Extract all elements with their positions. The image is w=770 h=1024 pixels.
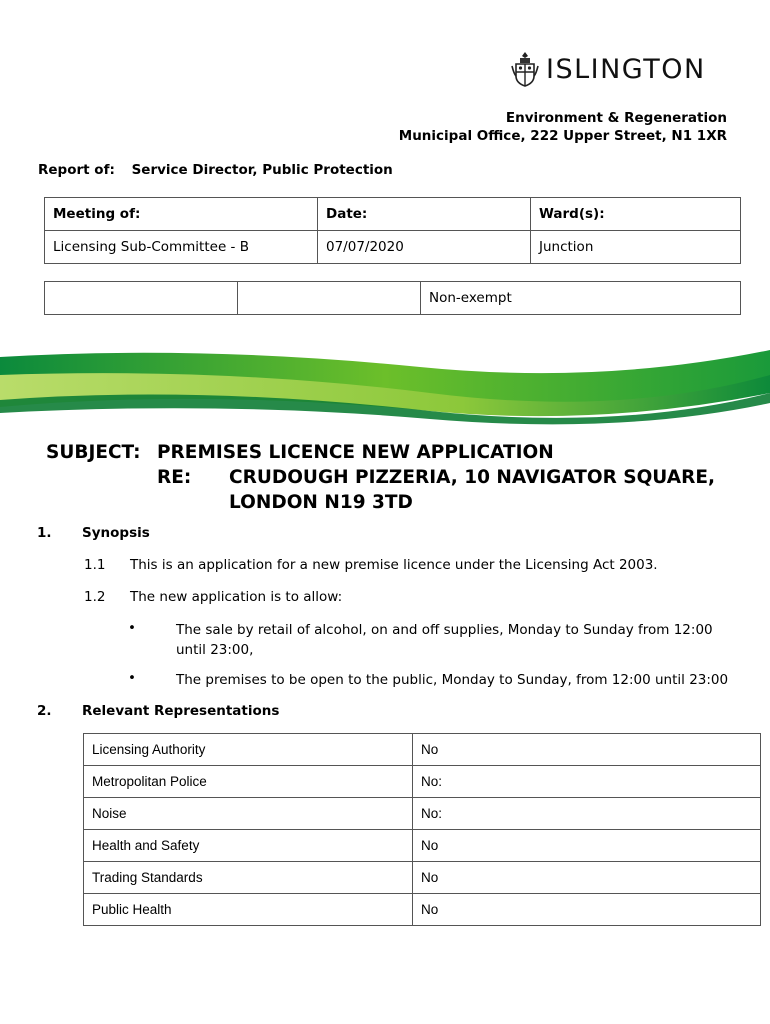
re-line-1: CRUDOUGH PIZZERIA, 10 NAVIGATOR SQUARE,: [229, 467, 715, 488]
coat-of-arms-icon: [510, 50, 540, 88]
table-row: [84, 734, 761, 766]
paragraph-1-1-number: 1.1: [84, 557, 106, 573]
re-line-2: LONDON N19 3TD: [229, 492, 413, 513]
representation-status: No:: [413, 766, 761, 798]
paragraph-1-2-text: The new application is to allow:: [130, 589, 343, 605]
representation-status: No: [413, 734, 761, 766]
exempt-table: [44, 281, 741, 315]
table-row: [84, 862, 761, 894]
paragraph-1-1-text: This is an application for a new premise licence under the Licensing Act 2003.: [130, 557, 658, 573]
green-wave-banner: [0, 345, 770, 425]
table-row: [84, 798, 761, 830]
wards-value: Junction: [531, 231, 741, 264]
representation-party: Health and Safety: [84, 830, 413, 862]
table-row: [45, 198, 741, 231]
subject-label: SUBJECT:: [46, 442, 141, 463]
representation-status: No: [413, 894, 761, 926]
section-2-number: 2.: [37, 703, 52, 719]
table-row: [84, 830, 761, 862]
representation-status: No: [413, 862, 761, 894]
department-name: Environment & Regeneration: [505, 110, 727, 126]
section-1-number: 1.: [37, 525, 52, 541]
islington-logo: [510, 50, 706, 88]
representations-table: [83, 733, 761, 926]
re-label: RE:: [157, 467, 192, 488]
report-of: [38, 162, 393, 178]
report-of-value: Service Director, Public Protection: [131, 162, 393, 178]
exempt-status: Non-exempt: [421, 282, 741, 315]
office-address: Municipal Office, 222 Upper Street, N1 1XR: [398, 128, 727, 144]
table-row: [45, 282, 741, 315]
representation-status: No: [413, 830, 761, 862]
paragraph-1-2-number: 1.2: [84, 589, 106, 605]
representation-party: Licensing Authority: [84, 734, 413, 766]
representation-party: Metropolitan Police: [84, 766, 413, 798]
table-row: [45, 231, 741, 264]
subject-block: [46, 440, 715, 515]
date-value: 07/07/2020: [318, 231, 531, 264]
exempt-cell-1: [45, 282, 238, 315]
table-row: [84, 894, 761, 926]
representation-party: Noise: [84, 798, 413, 830]
report-of-label: Report of:: [38, 162, 115, 178]
bullet-icon: •: [128, 670, 136, 686]
meeting-value: Licensing Sub-Committee - B: [45, 231, 318, 264]
bullet-item-1: The sale by retail of alcohol, on and off supplies, Monday to Sunday from 12:00 until 23:00,: [176, 622, 713, 658]
representation-status: No:: [413, 798, 761, 830]
table-row: [84, 766, 761, 798]
logo-wordmark: ISLINGTON: [546, 53, 706, 85]
date-header: Date:: [318, 198, 531, 231]
section-2-title: Relevant Representations: [82, 703, 280, 719]
bullet-icon: •: [128, 620, 136, 636]
wards-header: Ward(s):: [531, 198, 741, 231]
representation-party: Trading Standards: [84, 862, 413, 894]
meeting-header: Meeting of:: [45, 198, 318, 231]
representation-party: Public Health: [84, 894, 413, 926]
subject-title: PREMISES LICENCE NEW APPLICATION: [157, 442, 554, 463]
meeting-table: [44, 197, 741, 264]
section-1-title: Synopsis: [82, 525, 150, 541]
exempt-cell-2: [238, 282, 421, 315]
bullet-item-2: The premises to be open to the public, Monday to Sunday, from 12:00 until 23:00: [176, 672, 729, 688]
